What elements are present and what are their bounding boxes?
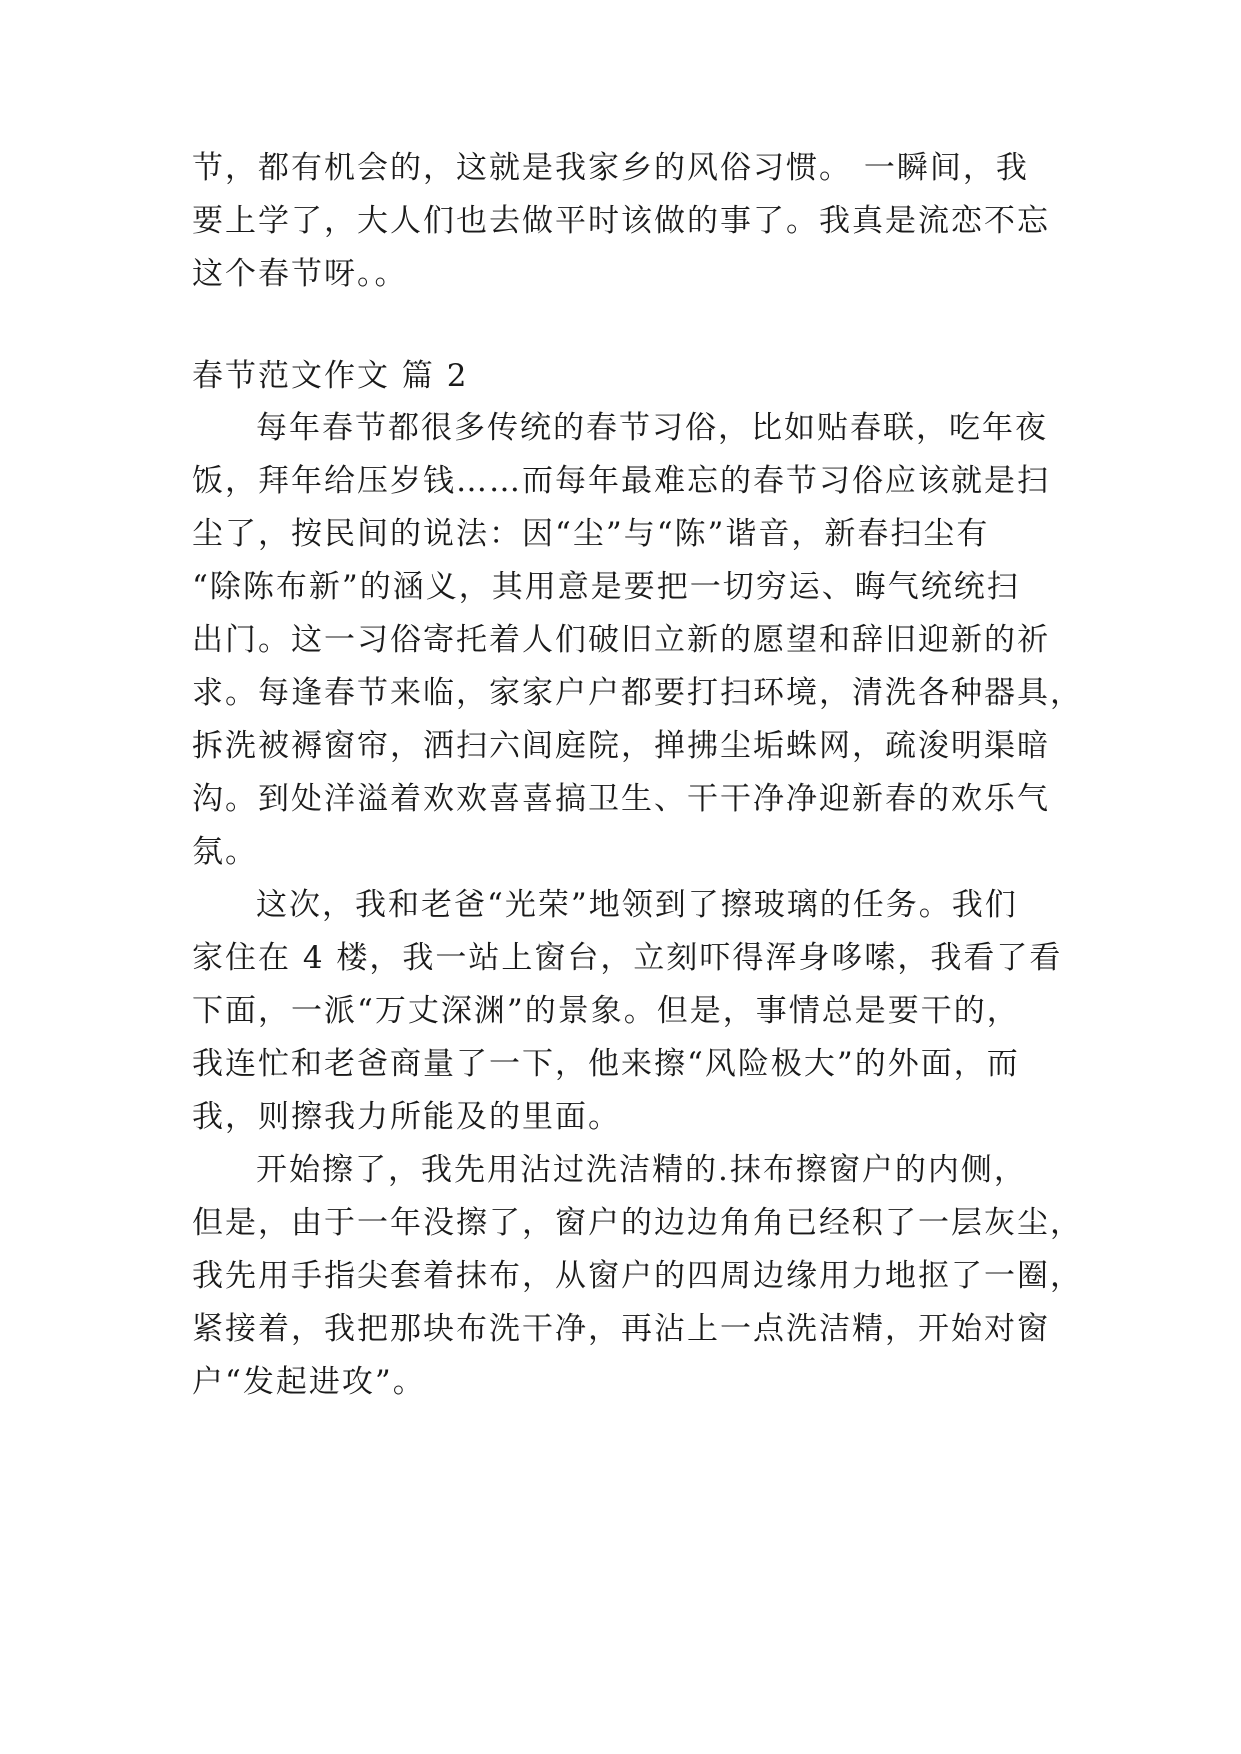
intro-line: 要上学了，大人们也去做平时该做的事了。我真是流恋不忘 <box>192 203 1050 239</box>
paragraph-line: 沟。到处洋溢着欢欢喜喜搞卫生、干干净净迎新春的欢乐气 <box>192 781 1050 817</box>
paragraph-line: 氛。 <box>192 834 258 870</box>
paragraph-line: 这次，我和老爸“光荣”地领到了擦玻璃的任务。我们 <box>256 887 1018 923</box>
paragraph-line: 我，则擦我力所能及的里面。 <box>192 1099 621 1135</box>
paragraph-line: 但是，由于一年没擦了，窗户的边边角角已经积了一层灰尘， <box>192 1205 1083 1241</box>
paragraph-line: 紧接着，我把那块布洗干净，再沾上一点洗洁精，开始对窗 <box>192 1311 1050 1347</box>
paragraph-line: 我先用手指尖套着抹布，从窗户的四周边缘用力地抠了一圈， <box>192 1258 1083 1294</box>
paragraph-line: 饭，拜年给压岁钱……而每年最难忘的春节习俗应该就是扫 <box>192 463 1050 499</box>
intro-line: 节，都有机会的，这就是我家乡的风俗习惯。 一瞬间，我 <box>192 150 1029 186</box>
paragraph-line: “除陈布新”的涵义，其用意是要把一切穷运、晦气统统扫 <box>192 569 1020 605</box>
paragraph-line: 拆洗被褥窗帘，洒扫六闾庭院，掸拂尘垢蛛网，疏浚明渠暗 <box>192 728 1050 764</box>
section-heading: 春节范文作文 篇 2 <box>192 358 469 394</box>
paragraph-line: 开始擦了，我先用沾过洗洁精的.抹布擦窗户的内侧， <box>256 1152 1027 1188</box>
paragraph-line: 家住在 4 楼，我一站上窗台，立刻吓得浑身哆嗦，我看了看 <box>192 940 1063 976</box>
paragraph-line: 求。每逢春节来临，家家户户都要打扫环境，清洗各种器具， <box>192 675 1083 711</box>
paragraph-line: 下面，一派“万丈深渊”的景象。但是，事情总是要干的， <box>192 993 1020 1029</box>
paragraph-line: 尘了，按民间的说法：因“尘”与“陈”谐音，新春扫尘有 <box>192 516 990 552</box>
paragraph-line: 我连忙和老爸商量了一下，他来擦“风险极大”的外面，而 <box>192 1046 1020 1082</box>
paragraph-line: 出门。这一习俗寄托着人们破旧立新的愿望和辞旧迎新的祈 <box>192 622 1050 658</box>
paragraph-line: 每年春节都很多传统的春节习俗，比如贴春联，吃年夜 <box>256 410 1048 446</box>
paragraph-line: 户“发起进攻”。 <box>192 1364 426 1400</box>
intro-line: 这个春节呀。。 <box>192 256 408 292</box>
